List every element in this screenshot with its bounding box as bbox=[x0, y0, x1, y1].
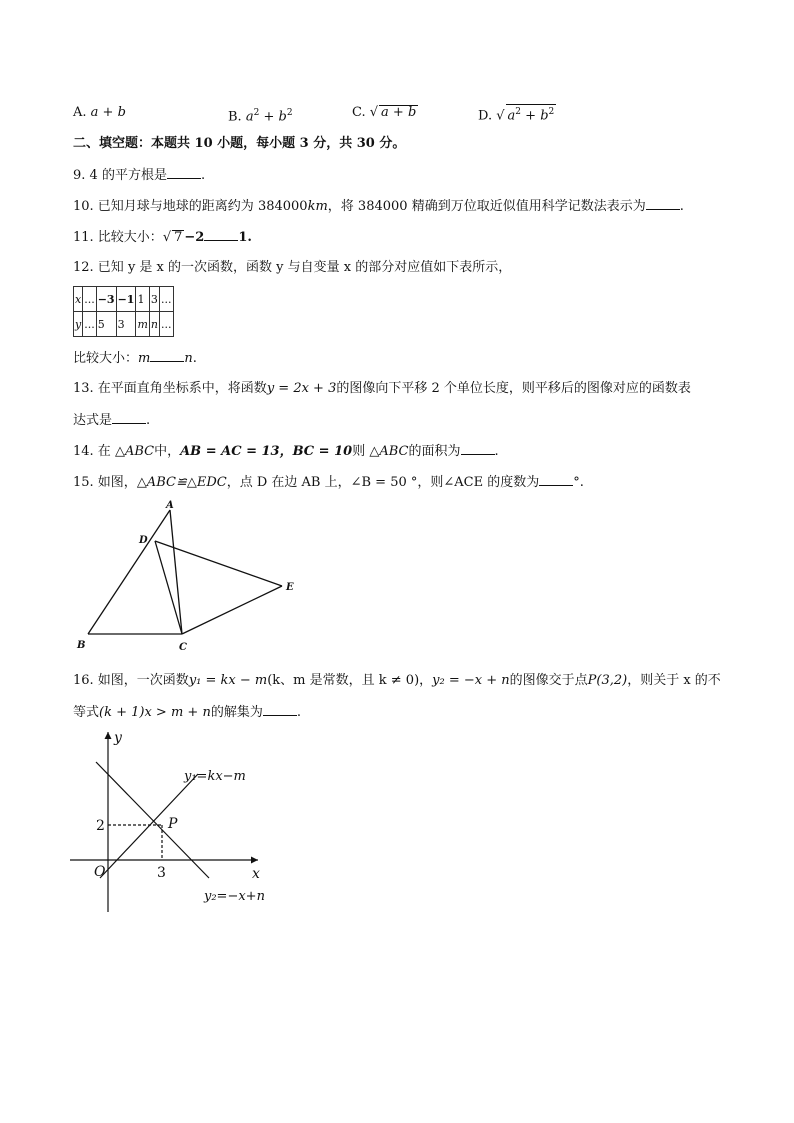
q16-text1: 16. 如图，一次函数 bbox=[73, 673, 189, 688]
q14-abc2: ABC bbox=[379, 444, 409, 459]
q15-text1: 15. 如图， bbox=[73, 475, 137, 490]
answer-blank[interactable] bbox=[167, 166, 201, 179]
question-11: 11. 比较大小：√ 7 −2 1. bbox=[73, 230, 252, 245]
q12-compare-label: 比较大小： bbox=[73, 351, 139, 366]
q16-text4: ，则关于 x 的不 bbox=[627, 673, 721, 688]
q16-end: . bbox=[296, 705, 301, 720]
question-10 bbox=[73, 197, 684, 216]
q14-text3: 则 △ bbox=[352, 444, 380, 459]
q12-n: n bbox=[184, 351, 193, 366]
table-row bbox=[74, 312, 174, 337]
answer-blank[interactable] bbox=[263, 703, 297, 716]
q13-text3: 达式是 bbox=[73, 413, 113, 428]
table-cell: 3 bbox=[149, 287, 159, 312]
side-ec bbox=[182, 586, 282, 634]
line-y1 bbox=[100, 774, 198, 878]
y2-line-label: y₂=−x+n bbox=[204, 889, 265, 904]
option-a bbox=[73, 104, 126, 122]
q13-text2: 的图像向下平移 2 个单位长度，则平移后的图像对应的函数表 bbox=[336, 381, 691, 396]
q14-abc: ABC bbox=[124, 444, 155, 459]
option-a-expr: a + b bbox=[90, 105, 126, 120]
q11-text2: −2 bbox=[184, 230, 205, 245]
q13-end: . bbox=[146, 413, 151, 428]
q15-congruence: △ABC≌△EDC bbox=[136, 475, 227, 490]
y1-line-label: y₁=kx−m bbox=[184, 769, 246, 784]
y-axis-label: y bbox=[114, 730, 122, 746]
table-cell: ... bbox=[83, 312, 97, 337]
q14-text1: 14. 在 △ bbox=[73, 444, 125, 459]
point-a-label: A bbox=[166, 500, 174, 511]
option-d-radicand bbox=[506, 104, 557, 123]
q15-end: °. bbox=[573, 475, 584, 490]
q10-text2: ，将 384000 精确到万位取近似值用科学记数法表示为 bbox=[327, 199, 646, 214]
q12-m: m bbox=[138, 351, 151, 366]
q14-end: . bbox=[494, 444, 499, 459]
table-cell: ... bbox=[83, 287, 97, 312]
table-cell: m bbox=[136, 312, 149, 337]
question-13 bbox=[73, 380, 691, 398]
side-de bbox=[155, 541, 282, 586]
q16-point: P(3,2) bbox=[587, 673, 628, 688]
option-d-b: b bbox=[540, 108, 549, 124]
option-c-label: C. bbox=[352, 105, 366, 120]
option-b-b: b bbox=[278, 109, 287, 125]
question-14 bbox=[73, 442, 499, 461]
q16-text5: 等式 bbox=[73, 705, 100, 720]
q16-text2: (k、m 是常数，且 k ≠ 0)， bbox=[267, 673, 433, 688]
q10-end: . bbox=[679, 199, 684, 214]
question-13-cont bbox=[73, 411, 150, 430]
option-b-plus: + bbox=[259, 109, 279, 125]
section-title: 二、填空题：本题共 10 小题，每小题 3 分，共 30 分。 bbox=[73, 136, 406, 151]
option-c-radicand: a + b bbox=[381, 105, 417, 120]
q11-text1: 11. 比较大小： bbox=[73, 230, 163, 245]
question-16 bbox=[73, 672, 721, 690]
table-cell: x bbox=[74, 287, 83, 312]
q10-unit: km bbox=[307, 199, 328, 214]
side-ba bbox=[88, 510, 170, 634]
q11-end: 1. bbox=[238, 230, 252, 245]
point-p-label: P bbox=[168, 816, 178, 832]
table-row bbox=[74, 287, 174, 312]
q16-y2: y₂ = −x + n bbox=[432, 673, 510, 688]
tick-3-label: 3 bbox=[157, 865, 166, 881]
table-cell: ... bbox=[160, 312, 174, 337]
option-d-plus: + bbox=[521, 108, 541, 124]
point-c-label: C bbox=[179, 642, 187, 653]
answer-blank[interactable] bbox=[461, 442, 495, 455]
answer-blank[interactable] bbox=[150, 349, 184, 362]
question-15 bbox=[73, 473, 584, 492]
table-cell: y bbox=[74, 312, 83, 337]
table-cell: n bbox=[149, 312, 159, 337]
figure-15 bbox=[70, 500, 310, 660]
question-9 bbox=[73, 166, 205, 185]
question-16-cont bbox=[73, 703, 301, 722]
answer-blank[interactable] bbox=[539, 473, 573, 486]
option-c: C. √ a + b bbox=[352, 105, 417, 120]
option-d: D. √ $a^2 + b^2$ bbox=[478, 104, 556, 125]
x-axis-label: x bbox=[252, 866, 260, 882]
answer-blank[interactable] bbox=[112, 411, 146, 424]
option-b-label: B. bbox=[228, 109, 242, 125]
q9-end: . bbox=[200, 168, 206, 183]
q14-text4: 的面积为 bbox=[408, 444, 461, 459]
option-d-exp1: 2 bbox=[515, 107, 522, 117]
origin-label: O bbox=[94, 864, 106, 880]
q14-text2: 中， bbox=[154, 444, 181, 459]
point-d-label: D bbox=[139, 535, 148, 546]
q11-radicand: 7 bbox=[174, 230, 183, 245]
table-cell: 1 bbox=[136, 287, 149, 312]
option-b-exp1: 2 bbox=[253, 108, 260, 118]
q9-text: 9. 4 的平方根是 bbox=[73, 168, 167, 183]
point-e-label: E bbox=[286, 582, 294, 593]
table-cell: 3 bbox=[116, 312, 136, 337]
q16-text6: 的解集为 bbox=[210, 705, 263, 720]
q16-y1: y₁ = kx − m bbox=[188, 673, 268, 688]
q13-func: y = 2x + 3 bbox=[266, 381, 337, 396]
q16-text3: 的图像交于点 bbox=[509, 673, 588, 688]
table-cell: −3 bbox=[96, 287, 116, 312]
q13-text1: 13. 在平面直角坐标系中，将函数 bbox=[73, 381, 267, 396]
table-cell: ... bbox=[160, 287, 174, 312]
q15-text2: ，点 D 在边 AB 上，∠B = 50 °，则∠ACE 的度数为 bbox=[226, 475, 540, 490]
q16-inequality: (k + 1)x > m + n bbox=[99, 705, 211, 720]
answer-blank[interactable] bbox=[204, 228, 238, 241]
question-12: 12. 已知 y 是 x 的一次函数，函数 y 与自变量 x 的部分对应值如下表所示， bbox=[73, 260, 512, 275]
option-b-a: a bbox=[245, 109, 254, 125]
option-d-label: D. bbox=[478, 108, 493, 124]
point-b-label: B bbox=[77, 640, 86, 651]
tick-2-label: 2 bbox=[96, 818, 105, 834]
option-b-exp2: 2 bbox=[286, 108, 293, 118]
q12-end: . bbox=[192, 351, 197, 366]
figure-16 bbox=[66, 726, 286, 916]
option-b bbox=[228, 104, 293, 126]
option-d-a: a bbox=[507, 108, 516, 124]
q10-text1: 10. 已知月球与地球的距离约为 384000 bbox=[73, 199, 308, 214]
option-d-exp2: 2 bbox=[548, 107, 555, 117]
answer-blank[interactable] bbox=[646, 197, 680, 210]
q14-cond: AB = AC = 13，BC = 10 bbox=[180, 444, 353, 459]
option-a-label: A. bbox=[73, 105, 87, 120]
value-table bbox=[73, 286, 174, 337]
q12-compare bbox=[73, 349, 197, 368]
table-cell: −1 bbox=[116, 287, 136, 312]
table-cell: 5 bbox=[96, 312, 116, 337]
